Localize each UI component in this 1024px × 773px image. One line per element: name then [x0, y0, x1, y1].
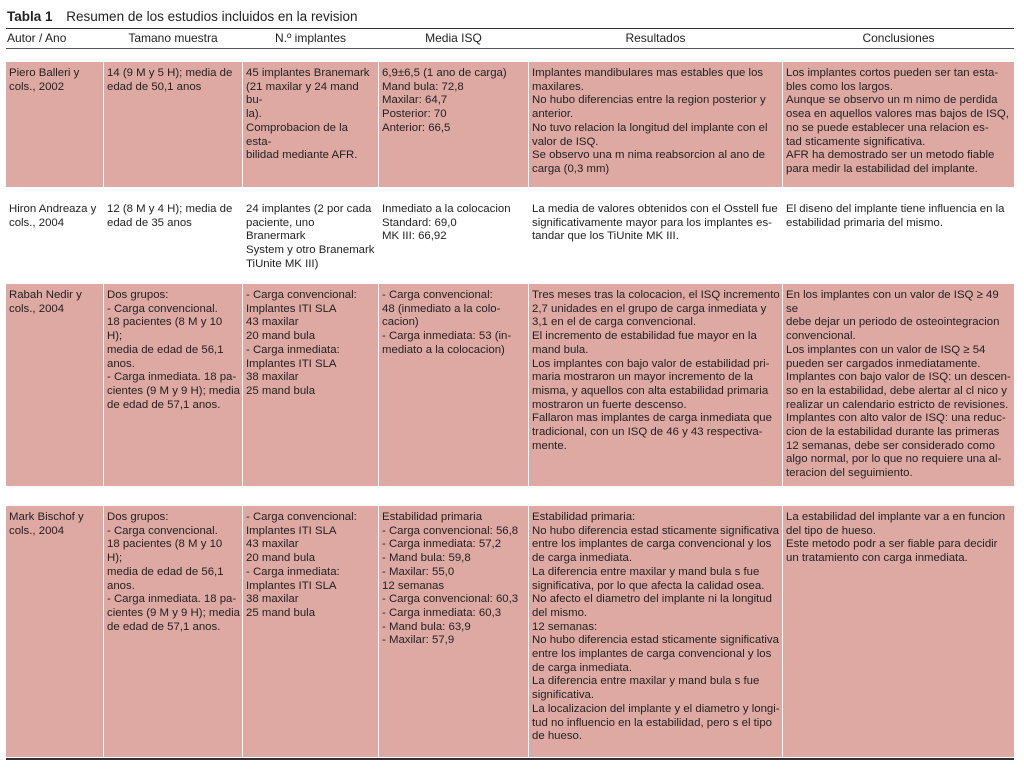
cell-conclusions: El diseno del implante tiene influencia en la estabilidad primaria del mismo.: [786, 203, 1005, 229]
column-divider: [103, 284, 104, 486]
header-implants: N.º implantes: [274, 31, 347, 45]
cell-implants: - Carga convencional: Implantes ITI SLA 43 maxilar 20 mand bula - Carga inmediata: Implantes ITI SLA 38 maxilar 25 mand bula: [246, 511, 357, 619]
table-caption: [7, 7, 357, 27]
header-conclusions: Conclusiones: [862, 31, 935, 45]
cell-conclusions: La estabilidad del implante var a en funcion del tipo de hueso. Este metodo podr a ser fiable para decidir un tratamiento con carga inmediata.: [786, 511, 1006, 565]
header-isq: Media ISQ: [425, 31, 482, 45]
top-rule: [6, 28, 1014, 29]
column-divider: [782, 62, 783, 187]
column-divider: [103, 506, 104, 757]
bottom-rule: [6, 758, 1014, 760]
table-row: [6, 62, 1014, 187]
cell-sample: 14 (9 M y 5 H); media de edad de 50,1 anos: [107, 67, 233, 93]
column-divider: [528, 284, 529, 486]
cell-implants: 45 implantes Branemark (21 maxilar y 24 mand bu- la). Comprobacion de la esta- bilidad mediante AFR.: [246, 67, 370, 162]
column-divider: [378, 284, 379, 486]
column-divider: [242, 62, 243, 187]
cell-sample: 12 (8 M y 4 H); media de edad de 35 anos: [107, 203, 233, 229]
column-divider: [528, 62, 529, 187]
cell-isq: - Carga convencional: 48 (inmediato a la colo- cacion) - Carga inmediata: 53 (in- mediato a la colocacion): [382, 289, 512, 356]
column-divider: [378, 506, 379, 757]
header-author: Autor / Ano: [7, 31, 67, 45]
cell-conclusions: En los implantes con un valor de ISQ ≥ 49 se debe dejar un periodo de osteointegracion convencional. Los implantes con un valor de ISQ ≥ 54 pueden ser cargados inmediatamente. Implantes con bajo valor de ISQ: un descen- so en la estabilidad, debe alertar al cl nico y realizar un calendario estricto de revisiones. Implantes con alto valor de ISQ: una reduc- cion de la estabilidad durante las primeras 12 semanas, debe ser considerado como algo normal, por lo que no requiere una al- teracion del seguimiento.: [786, 289, 1011, 480]
cell-author: Hiron Andreaza y cols., 2004: [9, 203, 97, 229]
cell-isq: 6,9±6,5 (1 ano de carga) Mand bula: 72,8 Maxilar: 64,7 Posterior: 70 Anterior: 66,5: [382, 67, 507, 134]
cell-isq: Estabilidad primaria - Carga convencional: 56,8 - Carga inmediata: 57,2 - Mand bula: 59,8 - Maxilar: 55,0 12 semanas - Carga convencional: 60,3 - Carga inmediata: 60,3 - Mand bula: 63,9 - Maxilar: 57,9: [382, 511, 519, 647]
column-divider: [103, 62, 104, 187]
cell-implants: 24 implantes (2 por cada paciente, uno Branermark System y otro Branemark TiUnite MK III): [246, 203, 375, 270]
cell-isq: Inmediato a la colocacion Standard: 69,0 MK III: 66,92: [382, 203, 511, 243]
cell-conclusions: Los implantes cortos pueden ser tan esta- bles como los largos. Aunque se observo un m nimo de perdida osea en aquellos valores mas bajos de ISQ, no se puede establecer una relacion es- tad sticamente significativa. AFR ha demostrado ser un metodo fiable para medir la estabilidad del implante.: [786, 67, 1009, 175]
cell-results: Estabilidad primaria: No hubo diferencia estad sticamente significativa entre los implantes de carga convencional y los de carga inmediata. La diferencia entre maxilar y mand bula s fue significativa, por lo que afecta la calidad osea. No afecto el diametro del implante ni la longitud del mismo. 12 semanas: No hubo diferencia estad sticamente significativa entre los implantes de carga convencional y los de carga inmediata. La diferencia entre maxilar y mand bula s fue significativa. La localizacion del implante y el diametro y longi- tud no influencio en la estabilidad, pero s el tipo de hueso.: [532, 511, 780, 743]
cell-sample: Dos grupos: - Carga convencional. 18 pacientes (8 M y 10 H); media de edad de 56,1 anos. - Carga inmediata. 18 pa- cientes (9 M y 9 H); media de edad de 57,1 anos.: [107, 289, 240, 411]
cell-author: Piero Balleri y cols., 2002: [9, 67, 80, 93]
column-divider: [378, 62, 379, 187]
cell-author: Mark Bischof y cols., 2004: [9, 511, 84, 537]
table-title: Resumen de los estudios incluidos en la revision: [66, 9, 358, 24]
header-rule: [6, 48, 1014, 49]
column-divider: [782, 506, 783, 757]
cell-sample: Dos grupos: - Carga convencional. 18 pacientes (8 M y 10 H); media de edad de 56,1 anos. - Carga inmediata. 18 pa- cientes (9 M y 9 H); media de edad de 57,1 anos.: [107, 511, 240, 633]
table-row: [6, 198, 1014, 272]
column-divider: [242, 284, 243, 486]
column-divider: [242, 506, 243, 757]
header-sample: Tamano muestra: [128, 31, 218, 45]
table-row: [6, 506, 1014, 757]
cell-results: Implantes mandibulares mas estables que los maxilares. No hubo diferencias entre la region posterior y anterior. No tuvo relacion la longitud del implante con el valor de ISQ. Se observo una m nima reabsorcion al ano de carga (0,3 mm): [532, 67, 768, 175]
cell-implants: - Carga convencional: Implantes ITI SLA 43 maxilar 20 mand bula - Carga inmediata: Implantes ITI SLA 38 maxilar 25 mand bula: [246, 289, 357, 397]
table-row: [6, 284, 1014, 486]
cell-results: La media de valores obtenidos con el Osstell fue significativamente mayor para los implantes es- tandar que los TiUnite MK III.: [532, 203, 778, 243]
header-results: Resultados: [625, 31, 686, 45]
column-divider: [782, 284, 783, 486]
cell-author: Rabah Nedir y cols., 2004: [9, 289, 82, 315]
cell-results: Tres meses tras la colocacion, el ISQ incremento 2,7 unidades en el grupo de carga inmediata y 3,1 en el de carga convencional. El incremento de estabilidad fue mayor en la mand bula. Los implantes con bajo valor de estabilidad pri- maria mostraron un mayor incremento de la misma, y aquellos con alta estabilidad primaria mostraron un fuerte descenso. Fallaron mas implantes de carga inmediata que tradicional, con un ISQ de 46 y 43 respectiva- mente.: [532, 289, 780, 452]
table-number: Tabla 1: [7, 9, 53, 24]
column-divider: [528, 506, 529, 757]
